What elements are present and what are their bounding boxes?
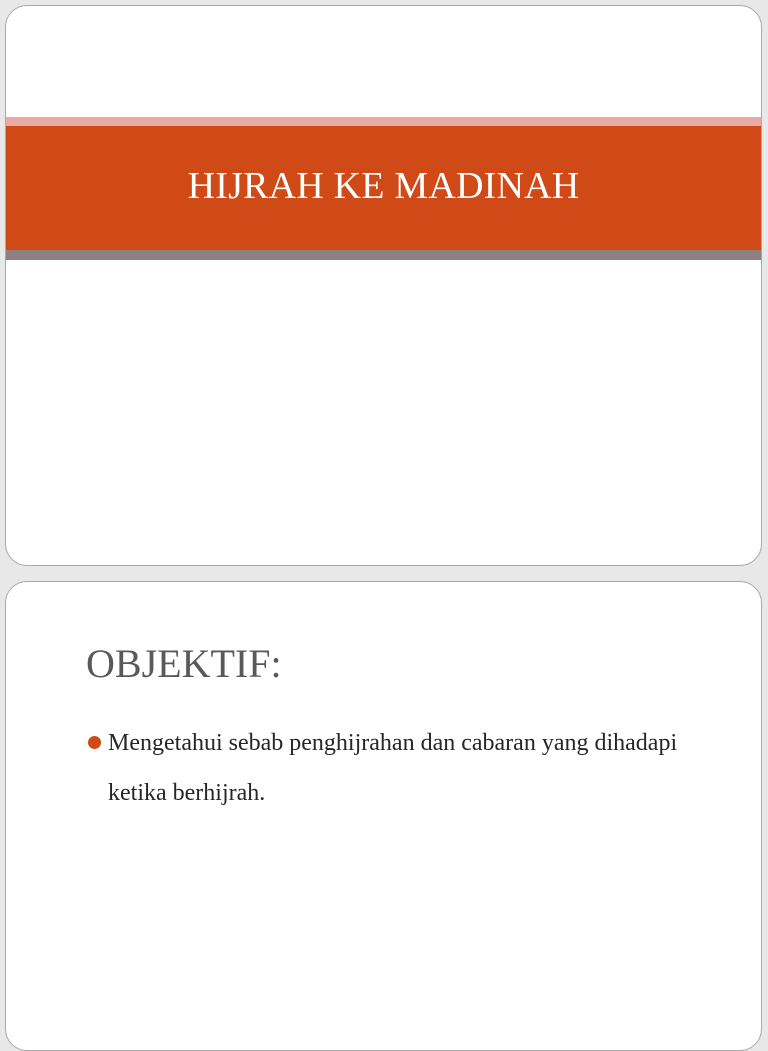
- objective-heading: OBJEKTIF:: [86, 641, 282, 686]
- bullet-item: [86, 718, 726, 818]
- title-band: [6, 126, 761, 250]
- title-band-divider: [6, 250, 761, 260]
- bullet-list: [86, 718, 726, 818]
- title-band-highlight: [6, 117, 761, 126]
- title-slide: [5, 5, 762, 566]
- slide-title: HIJRAH KE MADINAH: [187, 165, 580, 207]
- objective-slide: [5, 581, 762, 1051]
- bullet-dot-icon: [88, 736, 101, 749]
- bullet-text: Mengetahui sebab penghijrahan dan cabaran yang dihadapi ketika berhijrah.: [108, 730, 678, 806]
